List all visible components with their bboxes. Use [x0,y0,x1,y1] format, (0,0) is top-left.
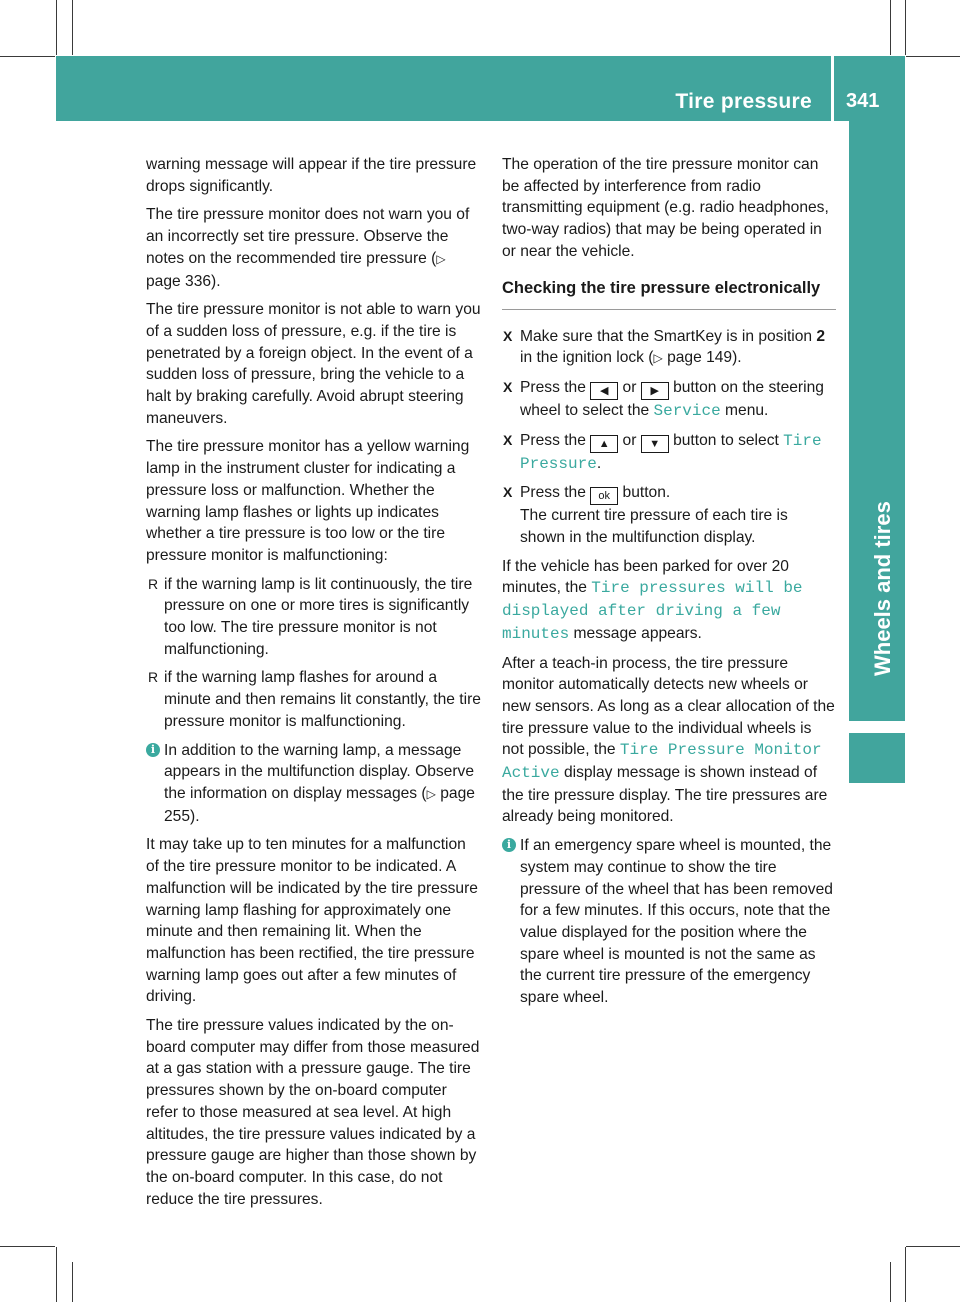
instruction-step: X Press the ▲ or ▼ button to select Tire Pressure. [503,431,822,473]
crop-mark [72,1262,73,1302]
right-arrow-key-icon: ▶ [641,382,669,400]
crop-mark [56,0,57,55]
crop-mark [890,1262,891,1302]
down-arrow-key-icon: ▼ [641,435,669,453]
page-ref-arrow-icon: ▷ [426,786,436,801]
crop-mark [72,0,73,55]
right-column [502,154,836,1016]
heading-rule [502,309,836,310]
page-header [56,56,905,121]
display-text: Tire Pressure Monitor Active [502,741,822,783]
paragraph: The tire pressure monitor has a yellow warning lamp in the instrument cluster for indicating a pressure loss or malfunction. Whether the warning lamp flashes or lights up indicates whether a tire pressure is too low or the tire pressure monitor is malfunctioning: [146,438,470,564]
info-icon: i [502,838,516,852]
page-ref-arrow-icon: ▷ [436,251,446,266]
page-reference[interactable]: page 336 [146,272,212,290]
crop-mark [56,1247,57,1302]
info-note: i In addition to the warning lamp, a message appears in the multifunction display. Observe the information on display messages (▷ page 255). [146,740,482,828]
page-reference[interactable]: page 255 [164,784,475,825]
paragraph: It may take up to ten minutes for a malfunction of the tire pressure monitor to be indicated. A malfunction will be indicated by the tire pressure warning lamp flashing for approximately one minute and then remaining lit. When the malfunction has been rectified, the tire pressure warning lamp goes out after a few minutes of driving. [146,836,478,1006]
page-reference[interactable]: page 149 [667,349,733,367]
crop-mark [0,1246,55,1247]
paragraph: If the vehicle has been parked for over 20 minutes, the Tire pressures will be displayed after driving a few minutes message appears. [502,557,803,643]
crop-mark [906,56,960,57]
step-arrow-icon: X [503,378,513,395]
left-arrow-key-icon: ◀ [590,382,618,400]
page-number: 341 [846,90,880,112]
step-arrow-icon: X [503,484,513,501]
left-column [146,154,482,1217]
paragraph: The tire pressure values indicated by the on-board computer may differ from those measured at a gas station with a pressure gauge. The tire pressures shown by the on-board computer refer to those measured at sea level. At high altitudes, the tire pressure values indicated by a pressure gauge are higher than those shown by the on-board computer. In this case, do not reduce the tire pressures. [146,1017,480,1208]
crop-mark [890,0,891,55]
crop-mark [0,56,55,57]
header-divider [831,56,834,121]
side-tab-marker [849,733,905,783]
step-arrow-icon: X [503,327,513,344]
paragraph: The tire pressure monitor is not able to warn you of a sudden loss of pressure, e.g. if the tire is penetrated by a foreign object. In the event of a sudden loss of pressure, bring the vehicle to a halt by braking carefully. Avoid abrupt steering maneuvers. [146,301,481,427]
instruction-step: X Press the ok button. The current tire pressure of each tire is shown in the multifunction display. [503,484,788,547]
display-text: Tire pressures will be displayed after driving a few minutes [502,579,803,643]
ok-key-icon: ok [590,487,618,505]
key-position: 2 [816,327,826,345]
display-text: Service [653,401,721,420]
bullet-icon: R [148,669,159,686]
info-note: i If an emergency spare wheel is mounted, the system may continue to show the tire pressure of the wheel that has been removed for a few minutes. If this occurs, note that the value displayed for the position where the spare wheel is mounted is not the same as the current tire pressure of the emergency spare wheel. [502,835,836,1009]
paragraph: The operation of the tire pressure monitor can be affected by interference from radio transmitting equipment (e.g. radio headphones, two-way radios) that may be being operated in or near the vehicle. [502,156,829,260]
up-arrow-key-icon: ▲ [590,435,618,453]
section-heading: Checking the tire pressure electronically [502,278,821,297]
display-text: Tire Pressure [520,431,822,473]
bullet-icon: R [148,575,159,592]
paragraph: warning message will appear if the tire pressure drops significantly. [146,156,477,195]
list-item: R if the warning lamp flashes for around a minute and then remains lit constantly, the tire pressure monitor is malfunctioning. [148,669,481,730]
crop-mark [905,0,906,55]
page-title: Tire pressure [675,90,812,113]
instruction-step: X Press the ◀ or ▶ button on the steering wheel to select the Service menu. [503,378,824,420]
step-arrow-icon: X [503,431,513,448]
instruction-step: X Make sure that the SmartKey is in position 2 in the ignition lock (▷ page 149). [503,327,826,367]
list-item: R if the warning lamp is lit continuously, the tire pressure on one or more tires is significantly too low. The tire pressure monitor is not malfunctioning. [148,575,473,658]
crop-mark [906,1246,960,1247]
page-ref-arrow-icon: ▷ [653,351,663,366]
info-icon: i [146,743,160,757]
crop-mark [905,1247,906,1302]
paragraph: The tire pressure monitor does not warn you of an incorrectly set tire pressure. Observe the notes on the recommended tire pressure (▷ page 336). [146,206,470,290]
paragraph: After a teach-in process, the tire pressure monitor automatically detects new wheels or new sensors. As long as a clear allocation of the tire pressure value to the individual wheels is not possible, the Tire Pressure Monitor Active display message is shown instead of the tire pressure display. The tire pressures are already being monitored. [502,654,835,826]
section-side-label: Wheels and tires [870,501,895,676]
